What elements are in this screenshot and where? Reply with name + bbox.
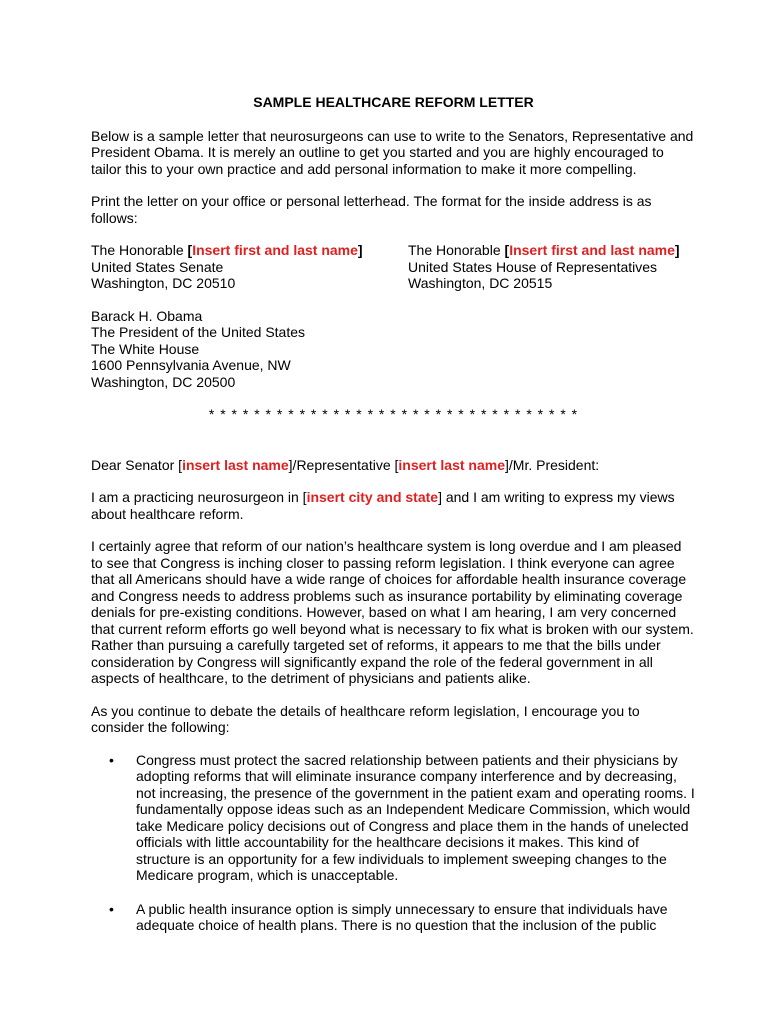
house-address xyxy=(408,242,680,292)
bullet-icon: • xyxy=(109,900,114,917)
president-address-line4: 1600 Pennsylvania Avenue, NW xyxy=(91,357,291,373)
house-address-line1: The Honorable [Insert first and last name] xyxy=(408,242,680,258)
senate-address xyxy=(91,242,408,292)
president-address-line1: Barack H. Obama xyxy=(91,307,203,324)
senate-name-placeholder: Insert first and last name xyxy=(192,242,358,258)
opening-paragraph: I am a practicing neurosurgeon in [insert city and state] and I am writing to express my views about healthcare reform. xyxy=(91,489,675,522)
page-title: SAMPLE HEALTHCARE REFORM LETTER xyxy=(253,94,534,110)
body-paragraph-1: I certainly agree that reform of our nation’s healthcare system is long overdue and I am pleased to see that Congress is inching closer to passing reform legislation. I think everyone can agree that all Americans should have a wide range of choices for affordable health insurance coverage and Congress needs to address problems such as insurance portability by eliminating coverage denials for pre-existing conditions. However, based on what I am hearing, I am very concerned that current reform efforts go well beyond what is necessary to fix what is broken with our system. Rather than pursuing a carefully targeted set of reforms, it appears to me that the bills under consideration by Congress will significantly expand the role of the federal government in all aspects of healthcare, to the detriment of physicians and patients alike. xyxy=(91,538,694,686)
letter-page xyxy=(91,94,696,951)
representative-last-name-placeholder: insert last name xyxy=(398,456,506,473)
city-state-placeholder: insert city and state xyxy=(306,489,439,505)
print-note-paragraph: Print the letter on your office or personal letterhead. The format for the inside address is as follows: xyxy=(91,193,652,226)
house-name-placeholder: Insert first and last name xyxy=(509,242,675,258)
bullet-list xyxy=(91,752,696,934)
president-address-line2: The President of the United States xyxy=(91,324,306,340)
senator-last-name-placeholder: insert last name xyxy=(182,456,289,473)
senate-address-line1: The Honorable [Insert first and last name] xyxy=(91,242,363,258)
bullet-text: A public health insurance option is simply unnecessary to ensure that individuals have adequate choice of health plans. There is no question that the inclusion of the public xyxy=(136,900,668,933)
list-item xyxy=(91,752,696,884)
bullet-text: Congress must protect the sacred relationship between patients and their physicians by adopting reforms that will eliminate insurance company interference and by decreasing, not increasing, the presence of the government in the patient exam and operating rooms. I fundamentally oppose ideas such as an Independent Medicare Commission, which would take Medicare policy decisions out of Congress and place them in the hands of unelected officials with little accountability for the healthcare decisions it makes. This kind of structure is an opportunity for a few individuals to implement sweeping changes to the Medicare program, which is unacceptable. xyxy=(136,751,695,883)
house-address-line2: United States House of Representatives xyxy=(408,258,658,275)
list-item xyxy=(91,901,696,934)
separator-stars: * * * * * * * * * * * * * * * * * * * * * * * * * * * * * * * * * xyxy=(208,406,579,422)
house-address-line3: Washington, DC 20515 xyxy=(408,275,553,291)
address-row xyxy=(91,242,696,292)
president-address xyxy=(91,308,696,391)
salutation: Dear Senator [insert last name]/Representative [insert last name]/Mr. President: xyxy=(91,456,600,473)
senate-address-line2: United States Senate xyxy=(91,258,224,275)
body-paragraph-2: As you continue to debate the details of healthcare reform legislation, I encourage you to consider the following: xyxy=(91,702,640,735)
bullet-icon: • xyxy=(109,751,114,768)
president-address-line3: The White House xyxy=(91,340,200,357)
intro-paragraph: Below is a sample letter that neurosurgeons can use to write to the Senators, Representative and President Obama. It is merely an outline to get you started and you are highly encouraged to tailor this to your own practice and add personal information to make it more compelling. xyxy=(91,127,694,177)
president-address-line5: Washington, DC 20500 xyxy=(91,373,236,390)
senate-address-line3: Washington, DC 20510 xyxy=(91,275,236,291)
